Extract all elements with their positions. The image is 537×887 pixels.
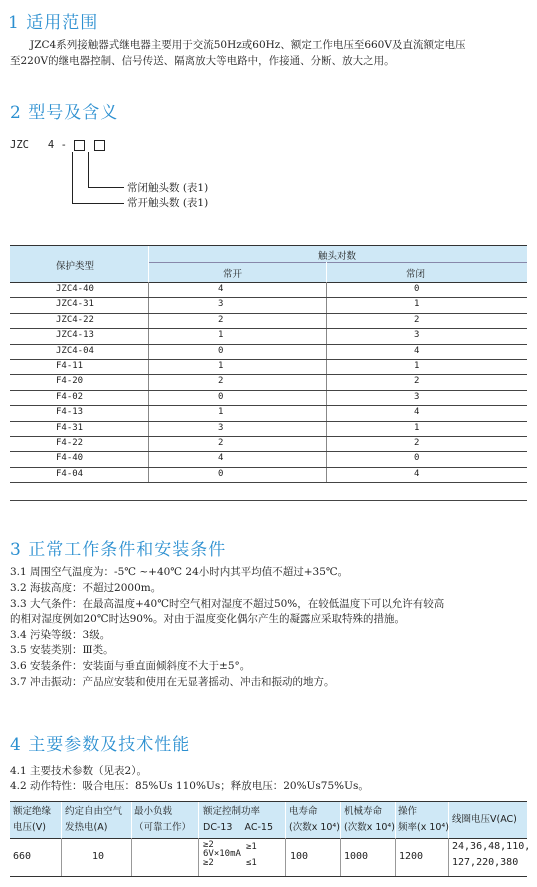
td-coil-2: 127,220,380 bbox=[452, 857, 519, 868]
no-count-box bbox=[74, 140, 85, 151]
contact-table-header-rule bbox=[10, 282, 527, 283]
th2-minload-1: 最小负载 bbox=[134, 806, 173, 817]
parameter-table-header-rule bbox=[10, 838, 527, 839]
th-no: 常开 bbox=[223, 269, 243, 280]
t2-v5 bbox=[340, 802, 341, 838]
s3-line-3b: 的相对湿度例如20℃时达90%。对由于温度变化偶尔产生的凝露应采取特殊的措施。 bbox=[10, 613, 405, 625]
row-no: 1 bbox=[218, 361, 224, 371]
contact-table-vline-1 bbox=[148, 246, 149, 282]
th2-power-2: DC-13 AC-15 bbox=[203, 822, 274, 833]
contact-table-final-rule bbox=[10, 500, 527, 501]
t2-v4 bbox=[285, 802, 286, 838]
s3-line-6: 3.6 安装条件：安装面与垂直面倾斜度不大于±5°。 bbox=[10, 660, 251, 672]
row-no: 3 bbox=[218, 299, 224, 310]
th-pairs: 触头对数 bbox=[318, 251, 357, 262]
row-type: JZC4-31 bbox=[56, 299, 94, 310]
td-power-ac-2: ≤1 bbox=[246, 858, 257, 868]
s4-line-1: 4.1 主要技术参数（见表2）。 bbox=[10, 765, 147, 777]
row-no: 0 bbox=[218, 468, 224, 479]
th-type: 保护类型 bbox=[56, 261, 95, 272]
section-1-text-line-2: 至220V的继电器控制、信号传送、隔离放大等电路中，作接通、分断、放大之用。 bbox=[10, 55, 395, 67]
s3-line-1: 3.1 周围空气温度为：-5℃ ~+40℃ 24小时内其平均值不超过+35℃。 bbox=[10, 566, 349, 578]
row-nc: 2 bbox=[414, 376, 420, 387]
th2-voltage-1: 额定绝缘 bbox=[13, 806, 52, 817]
th2-power-1: 额定控制功率 bbox=[203, 806, 261, 817]
s3-line-5: 3.5 安装类别：Ⅲ类。 bbox=[10, 644, 114, 656]
parameter-table-top-rule bbox=[10, 801, 527, 802]
model-prefix: JZC 4 - bbox=[10, 139, 67, 151]
row-nc: 0 bbox=[414, 284, 420, 294]
td-power-dc-2: ≥2 bbox=[203, 858, 214, 868]
s4-line-2: 4.2 动作特性：吸合电压：85%Us 110%Us；释放电压：20%Us75%Us。 bbox=[10, 780, 369, 792]
s3-line-4: 3.4 污染等级：3级。 bbox=[10, 629, 111, 641]
section-4-title: 4 主要参数及技术性能 bbox=[10, 735, 191, 755]
s3-line-3a: 3.3 大气条件：在最高温度+40℃时空气相对湿度不超过50%，在较低温度下可以允许有较高 bbox=[10, 598, 445, 610]
th2-current-1: 约定自由空气 bbox=[65, 806, 123, 817]
t2-vb2 bbox=[131, 838, 132, 876]
s3-line-2: 3.2 海拔高度：不超过2000m。 bbox=[10, 582, 162, 594]
row-no: 3 bbox=[218, 422, 224, 433]
row-nc: 1 bbox=[414, 299, 420, 310]
row-type: F4-22 bbox=[56, 438, 84, 448]
row-nc: 3 bbox=[414, 330, 420, 341]
td-mlife: 1000 bbox=[344, 851, 369, 862]
contact-table-top-rule bbox=[10, 245, 527, 246]
row-type: JZC4-13 bbox=[56, 330, 94, 341]
th2-elife-1: 电寿命 bbox=[289, 806, 318, 817]
t2-vb4 bbox=[285, 838, 286, 876]
t2-vb1 bbox=[61, 838, 62, 876]
th2-coil: 线圈电压V(AC) bbox=[452, 814, 517, 825]
contact-table-bottom-rule bbox=[10, 482, 527, 483]
row-no: 0 bbox=[218, 391, 224, 402]
table-row-rule bbox=[10, 374, 527, 375]
td-coil-1: 24,36,48,110, bbox=[452, 841, 531, 852]
row-type: F4-02 bbox=[56, 391, 84, 402]
th2-voltage-2: 电压(V) bbox=[13, 822, 46, 833]
table-row-rule bbox=[10, 436, 527, 437]
section-3-title: 3 正常工作条件和安装条件 bbox=[10, 540, 227, 560]
row-nc: 2 bbox=[414, 314, 420, 325]
row-type: F4-13 bbox=[56, 407, 84, 418]
th2-minload-2: （可靠工作） bbox=[134, 822, 192, 833]
row-no: 2 bbox=[218, 438, 224, 448]
row-no: 4 bbox=[218, 453, 224, 464]
td-freq: 1200 bbox=[399, 851, 424, 862]
label-nc: 常闭触头数 (表1) bbox=[127, 182, 209, 194]
row-type: F4-40 bbox=[56, 453, 84, 464]
row-type: F4-11 bbox=[56, 361, 84, 371]
row-no: 4 bbox=[218, 284, 224, 294]
td-elife: 100 bbox=[290, 851, 309, 862]
t2-vb5 bbox=[340, 838, 341, 876]
table-row-rule bbox=[10, 344, 527, 345]
th2-freq-2: 频率(x 10⁴) bbox=[398, 822, 449, 833]
t2-vb3 bbox=[198, 838, 199, 876]
table-row-rule bbox=[10, 390, 527, 391]
th2-current-2: 发热电(A) bbox=[65, 822, 108, 833]
row-no: 0 bbox=[218, 345, 224, 356]
row-nc: 0 bbox=[414, 453, 420, 464]
row-type: F4-31 bbox=[56, 422, 84, 433]
th-nc: 常闭 bbox=[406, 269, 426, 280]
td-current: 10 bbox=[92, 851, 105, 862]
table-row-rule bbox=[10, 421, 527, 422]
table-row-rule bbox=[10, 467, 527, 468]
row-nc: 1 bbox=[414, 361, 420, 371]
t2-v1 bbox=[61, 802, 62, 838]
row-no: 2 bbox=[218, 376, 224, 387]
th2-mlife-1: 机械寿命 bbox=[344, 806, 383, 817]
table-row-rule bbox=[10, 359, 527, 360]
table-row-rule bbox=[10, 297, 527, 298]
t2-v3 bbox=[198, 802, 199, 838]
td-voltage: 660 bbox=[13, 851, 32, 862]
table-row-rule bbox=[10, 328, 527, 329]
section-1-title: 1 适用范围 bbox=[8, 13, 99, 33]
section-2-title: 2 型号及含义 bbox=[10, 103, 119, 123]
row-type: F4-20 bbox=[56, 376, 84, 387]
row-nc: 3 bbox=[414, 391, 420, 402]
table-row-rule bbox=[10, 451, 527, 452]
th2-freq-1: 操作 bbox=[398, 806, 418, 817]
row-nc: 2 bbox=[414, 438, 420, 448]
row-nc: 4 bbox=[414, 345, 420, 356]
contact-table-sub-rule bbox=[148, 262, 527, 263]
row-nc: 4 bbox=[414, 407, 420, 418]
td-power-min: 6V×10mA bbox=[203, 849, 241, 859]
bracket-no bbox=[72, 152, 124, 204]
parameter-table-bottom-rule bbox=[10, 876, 527, 877]
t2-vb6 bbox=[395, 838, 396, 876]
nc-count-box bbox=[94, 140, 105, 151]
row-no: 2 bbox=[218, 314, 224, 325]
row-no: 1 bbox=[218, 407, 224, 418]
row-type: JZC4-04 bbox=[56, 345, 94, 356]
table-row-rule bbox=[10, 313, 527, 314]
contact-table-vline-2 bbox=[326, 262, 327, 282]
td-power-ac: ≥1 bbox=[246, 842, 257, 852]
row-type: JZC4-40 bbox=[56, 284, 94, 294]
model-code bbox=[10, 138, 106, 153]
table-row-rule bbox=[10, 405, 527, 406]
td-power-dc: ≥2 bbox=[203, 840, 214, 850]
th2-elife-2: (次数x 10⁴) bbox=[289, 822, 340, 833]
row-type: JZC4-22 bbox=[56, 314, 94, 325]
t2-vb7 bbox=[448, 838, 449, 876]
row-nc: 1 bbox=[414, 422, 420, 433]
th2-mlife-2: (次数x 10⁴) bbox=[344, 822, 395, 833]
row-nc: 4 bbox=[414, 468, 420, 479]
t2-v2 bbox=[131, 802, 132, 838]
s3-line-7: 3.7 冲击振动：产品应安装和使用在无显著摇动、冲击和振动的地方。 bbox=[10, 676, 335, 688]
label-no: 常开触头数 (表1) bbox=[127, 197, 209, 209]
row-type: F4-04 bbox=[56, 468, 84, 479]
section-1-text-line-1: JZC4系列接触器式继电器主要用于交流50Hz或60Hz、额定工作电压至660V及直流额定电压 bbox=[30, 39, 466, 51]
t2-v6 bbox=[395, 802, 396, 838]
row-no: 1 bbox=[218, 330, 224, 341]
